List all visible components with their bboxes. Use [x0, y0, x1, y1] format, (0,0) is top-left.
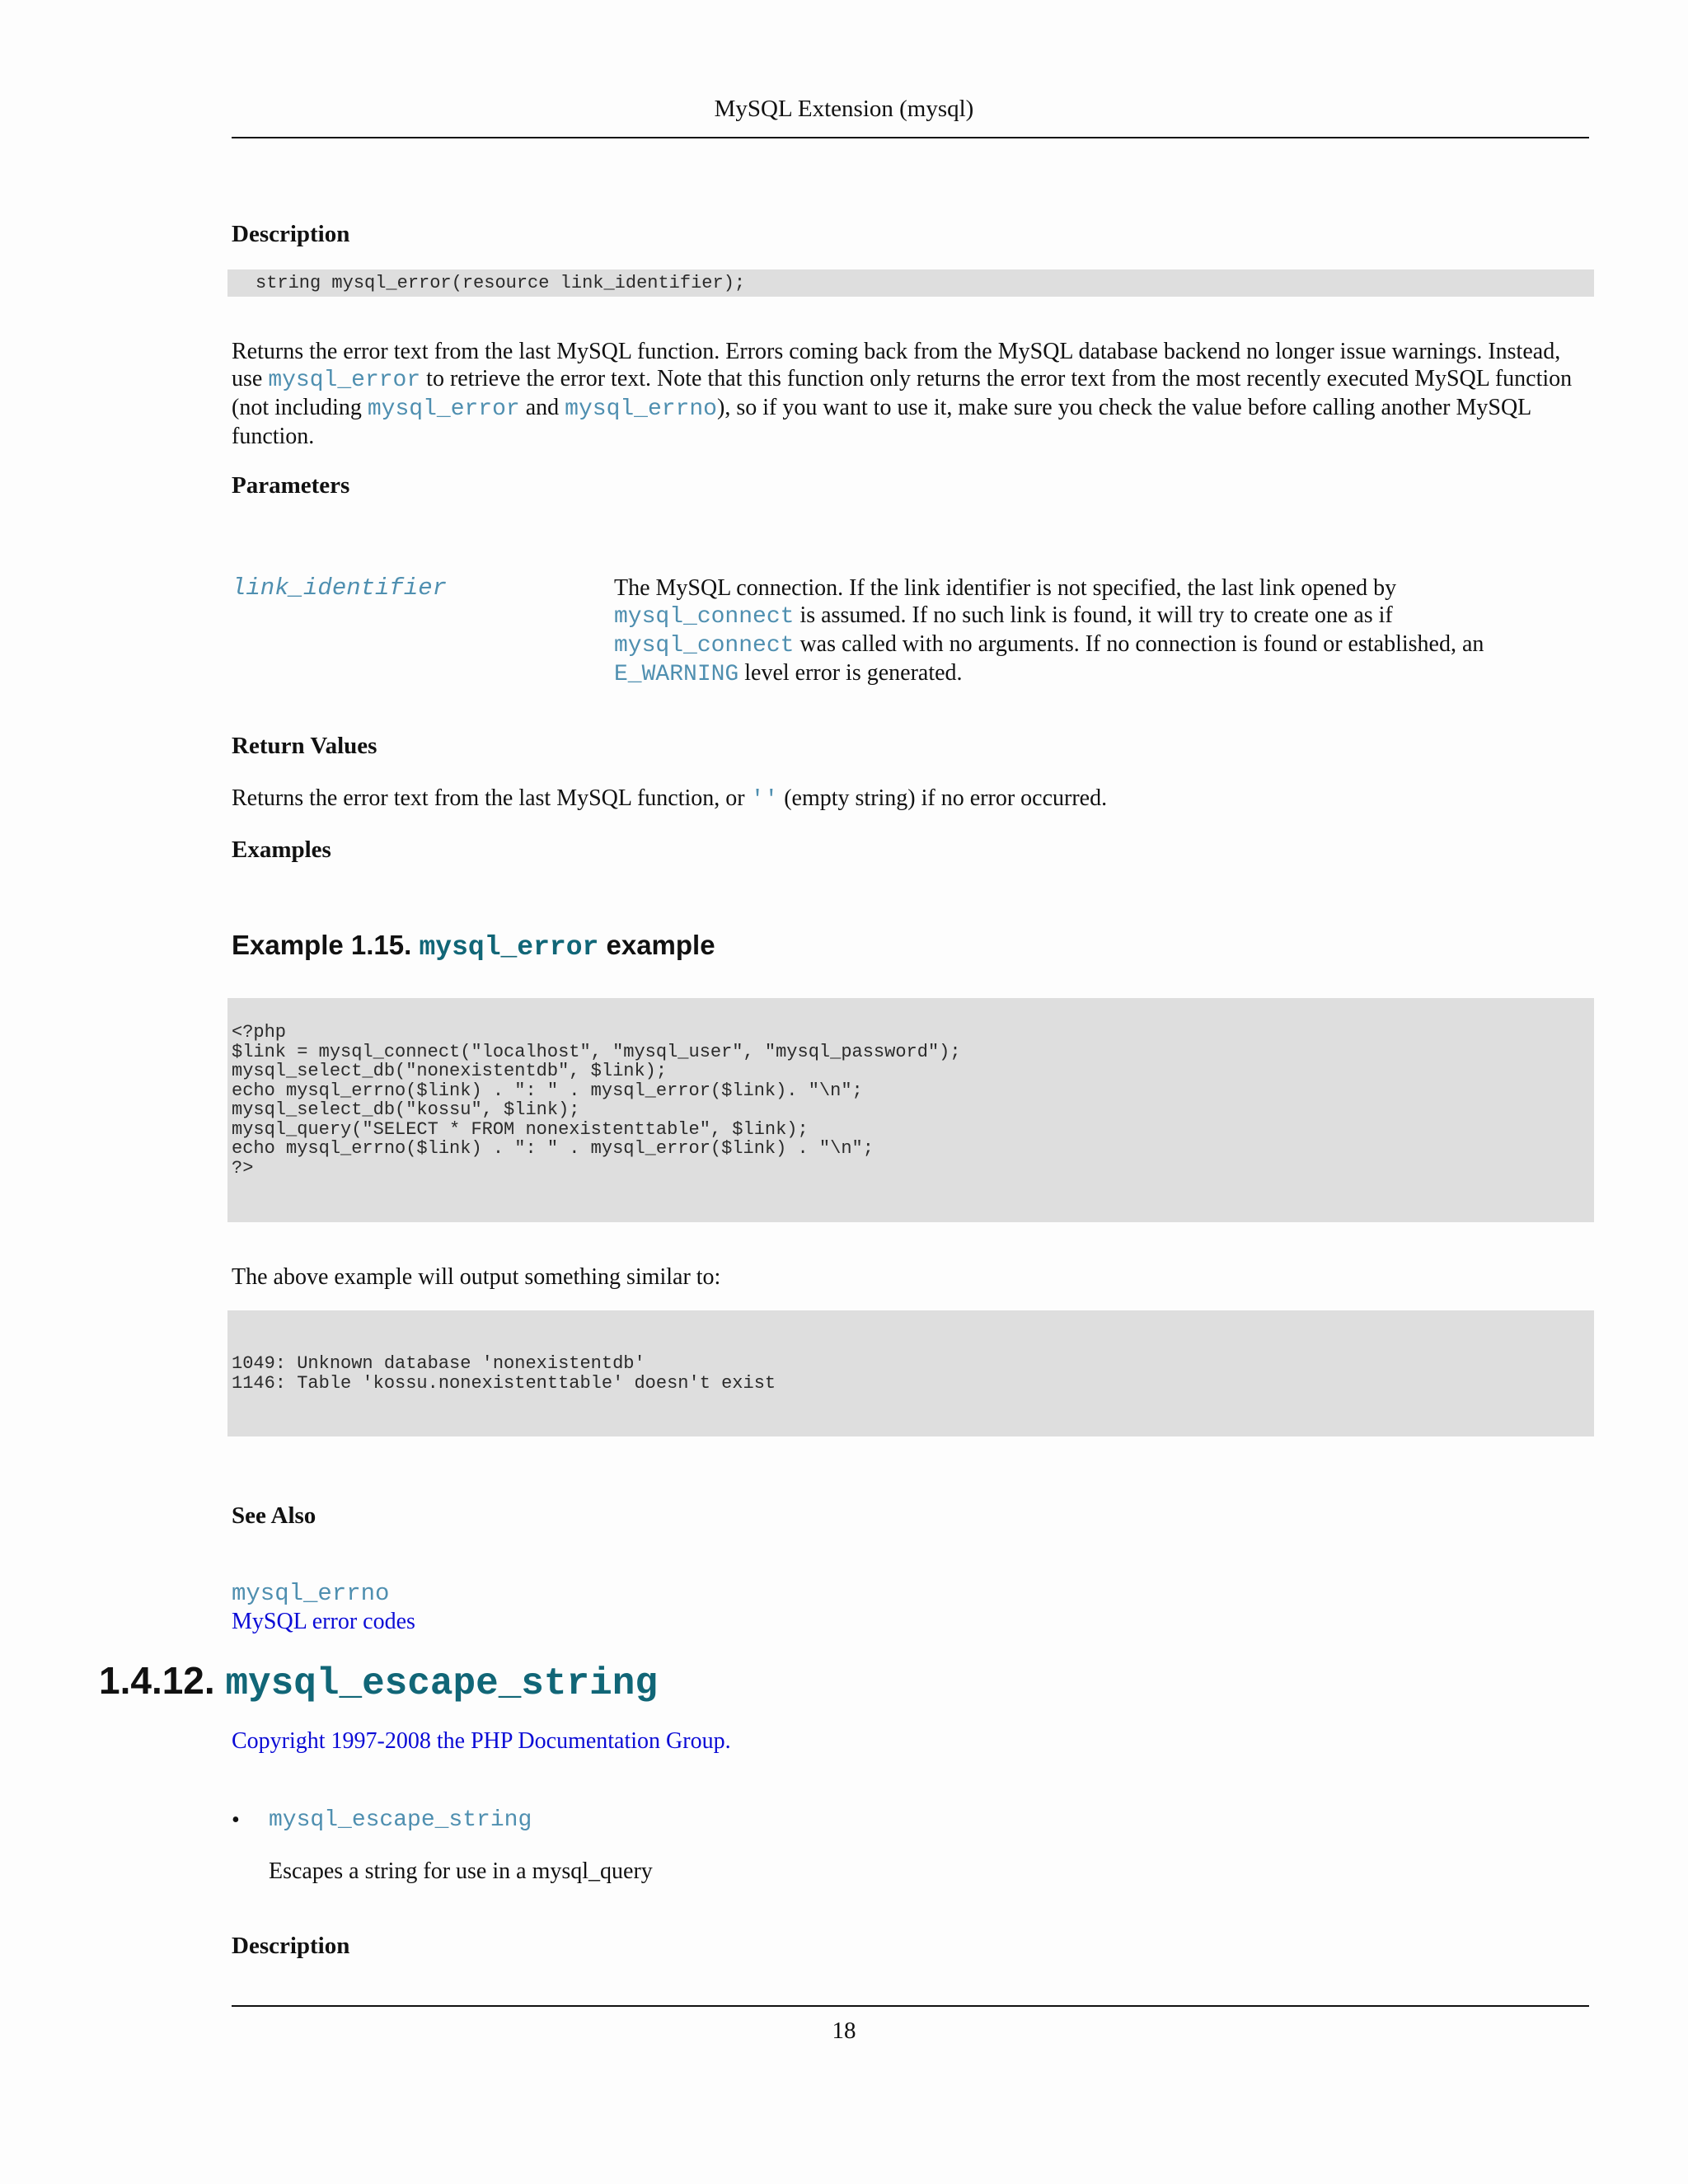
example-title-code: mysql_error: [419, 932, 599, 963]
description-text: Returns the error text from the last MySQL function. Errors coming back from the MySQL database backend no longer issue warnings. Instead, use: [232, 339, 1561, 391]
example-title: [232, 930, 715, 963]
bullet: •: [232, 1807, 240, 1833]
param-text: The MySQL connection. If the link identifier is not specified, the last link opened by: [614, 575, 1397, 601]
description-text: to retrieve the error text. Note that this function only returns the error text from the most recently executed MySQL function (not including: [232, 366, 1573, 420]
see-also-mysql-error-codes[interactable]: MySQL error codes: [232, 1609, 415, 1634]
param-text: level error is generated.: [738, 660, 963, 686]
example-title-suffix: example: [598, 930, 715, 960]
page-number: 18: [832, 2018, 856, 2044]
param-description: [614, 574, 1562, 688]
section-name: mysql_escape_string: [225, 1662, 658, 1705]
example-code-block: [227, 998, 1594, 1222]
header-title: MySQL Extension (mysql): [714, 96, 974, 122]
function-list-item: [232, 1807, 240, 1834]
item-name-link[interactable]: mysql_escape_string: [269, 1807, 532, 1833]
signature: string mysql_error(resource link_identifier);: [256, 273, 746, 293]
item-description: Escapes a string for use in a mysql_query: [269, 1858, 653, 1884]
return-text: (empty string) if no error occurred.: [778, 785, 1108, 811]
description-heading: Description: [232, 221, 350, 247]
mysql-connect-link[interactable]: mysql_connect: [614, 604, 795, 630]
return-values-text: [232, 785, 1585, 813]
param-text: was called with no arguments. If no connection is found or established, an: [794, 631, 1484, 657]
example-code: <?php $link = mysql_connect("localhost", "mysql_user", "mysql_password"); mysql_select_db("nonexistentdb", $link); echo mysql_errno($link) . ": " . mysql_error($link). "\n"; mysql_select_db("kossu", $link); mysql_query("SELECT * FROM nonexistenttable", $link); echo mysql_errno($link) . ": " . mysql_error($link) . "\n"; ?>: [232, 1022, 961, 1179]
mysql-error-link[interactable]: mysql_error: [367, 396, 520, 422]
header-rule: [232, 137, 1589, 138]
mysql-connect-link[interactable]: mysql_connect: [614, 633, 795, 658]
description-paragraph: [232, 338, 1585, 450]
example-title-prefix: Example 1.15.: [232, 930, 420, 960]
examples-heading: Examples: [232, 837, 331, 863]
e-warning-link[interactable]: E_WARNING: [614, 662, 739, 687]
see-also-heading: See Also: [232, 1502, 316, 1529]
signature-box: [227, 269, 1594, 297]
page-header: [0, 96, 1688, 123]
copyright-link[interactable]: Copyright 1997-2008 the PHP Documentation Group.: [232, 1728, 731, 1754]
description-text: and: [519, 395, 565, 420]
parameters-heading: Parameters: [232, 472, 350, 499]
output-block: [227, 1310, 1594, 1436]
mysql-error-link[interactable]: mysql_error: [268, 368, 421, 393]
see-also-mysql-errno[interactable]: mysql_errno: [232, 1580, 390, 1607]
param-name: link_identifier: [232, 574, 448, 602]
return-text: Returns the error text from the last MySQL function, or: [232, 785, 751, 811]
description-text: ), so if you want to use it, make sure you check the value before calling another MySQL function.: [232, 395, 1531, 449]
empty-string-literal: '': [750, 787, 779, 813]
mysql-errno-link[interactable]: mysql_errno: [565, 396, 717, 422]
output-code: 1049: Unknown database 'nonexistentdb' 1146: Table 'kossu.nonexistenttable' doesn't exist: [232, 1353, 776, 1394]
section-heading: [99, 1659, 658, 1705]
return-values-heading: Return Values: [232, 733, 377, 759]
section-number: 1.4.12.: [99, 1659, 226, 1702]
param-text: is assumed. If no such link is found, it will try to create one as if: [794, 602, 1393, 628]
footer-rule: [232, 2005, 1589, 2007]
section-description-heading: Description: [232, 1933, 350, 1959]
output-intro: The above example will output something similar to:: [232, 1264, 721, 1290]
